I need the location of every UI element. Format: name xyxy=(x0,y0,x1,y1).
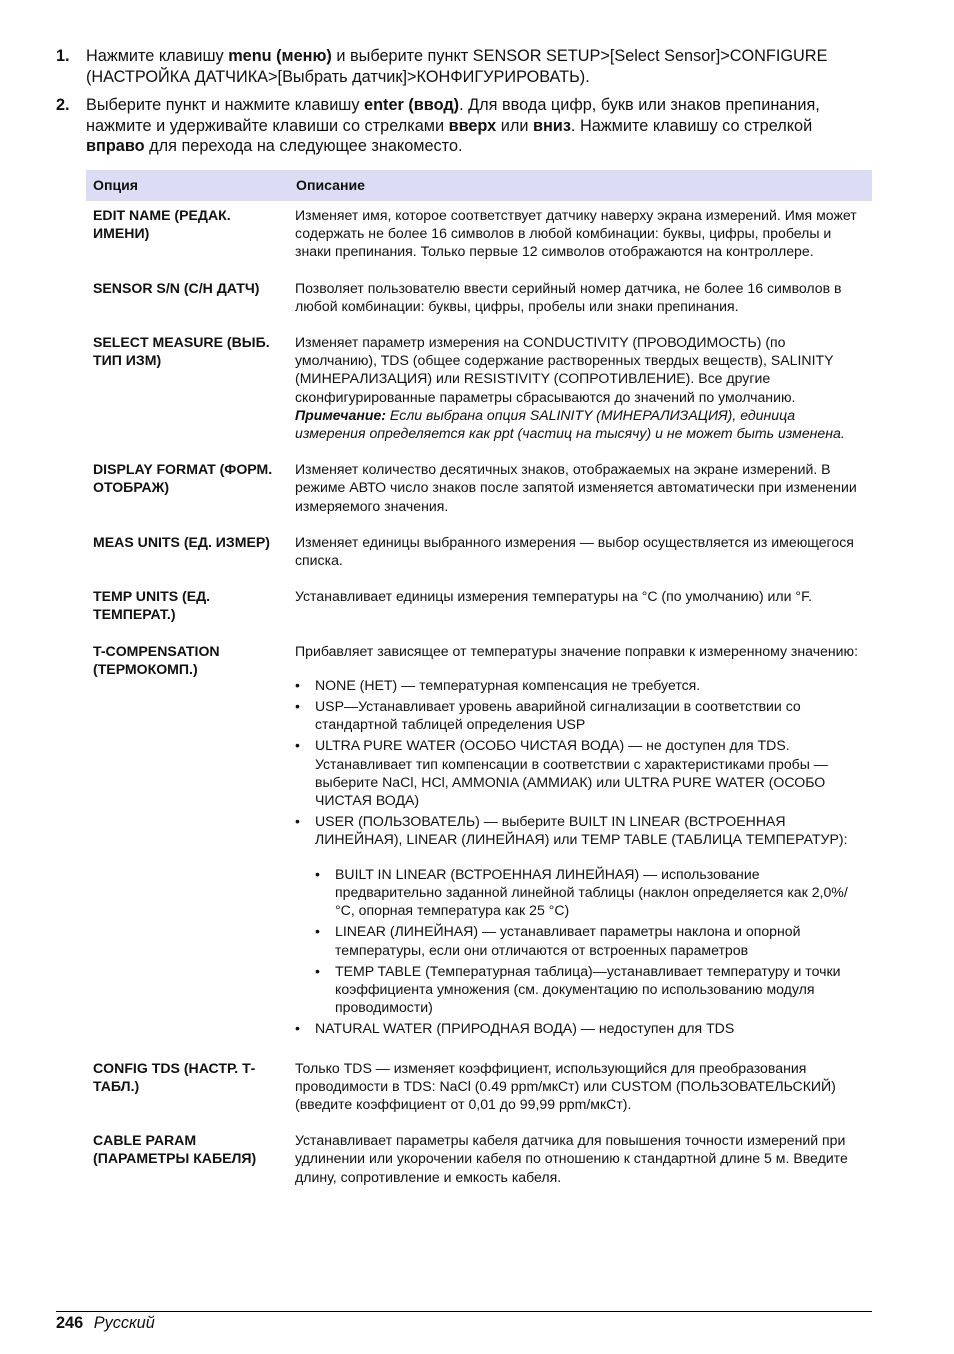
header-option: Опция xyxy=(86,170,289,201)
step-text: для перехода на следующее знакоместо. xyxy=(144,137,463,156)
table-row xyxy=(86,328,872,455)
option-cell: T-COMPENSATION (ТЕРМОКОМП.) xyxy=(93,642,220,677)
footer-divider xyxy=(56,1311,872,1312)
list-item: • NATURAL WATER (ПРИРОДНАЯ ВОДА) — недоступен для TDS xyxy=(295,1019,865,1037)
step-text: Выберите пункт и нажмите клавишу xyxy=(86,96,365,115)
step-text: . Для ввода цифр, букв или знаков препинания, нажмите и удерживайте клавиши со стрелками xyxy=(86,96,820,135)
option-cell: CONFIG TDS (НАСТР. Т-ТАБЛ.) xyxy=(93,1059,256,1094)
description-cell: Изменяет количество десятичных знаков, отображаемых на экране измерений. В режиме АВТО число знаков после запятой изменяется автоматически при изменении измеряемого значения. xyxy=(295,461,857,514)
note-label: Примечание: xyxy=(295,406,386,423)
table-row xyxy=(86,274,872,328)
page-footer xyxy=(56,1313,155,1333)
note xyxy=(295,406,865,442)
list-item xyxy=(295,812,865,1016)
step-1 xyxy=(56,46,866,87)
description-cell: Позволяет пользователю ввести серийный номер датчика, не более 16 символов в любой комбинации: буквы, цифры, пробелы или знаки препинания. xyxy=(295,279,842,314)
option-cell: MEAS UNITS (ЕД. ИЗМЕР) xyxy=(93,533,270,550)
step-text: или xyxy=(496,116,533,135)
key-name: вправо xyxy=(86,137,145,156)
option-cell: SENSOR S/N (С/Н ДАТЧ) xyxy=(93,279,260,296)
options-table xyxy=(86,170,872,1199)
footer-language: Русский xyxy=(93,1314,155,1332)
table-row xyxy=(86,1054,872,1127)
table-row xyxy=(86,637,872,1054)
list-item: • LINEAR (ЛИНЕЙНАЯ) — устанавливает параметры наклона и опорной температуры, если они отличаются от встроенных параметров xyxy=(315,922,865,958)
step-text: Нажмите клавишу xyxy=(86,47,229,65)
step-number: 2. xyxy=(56,96,70,115)
description-cell xyxy=(289,328,872,455)
user-sublist xyxy=(315,865,865,1017)
key-name: enter (ввод) xyxy=(364,96,460,115)
list-item-text: USER (ПОЛЬЗОВАТЕЛЬ) — выберите BUILT IN LINEAR (ВСТРОЕННАЯ ЛИНЕЙНАЯ), LINEAR (ЛИНЕЙНАЯ) или TEMP TABLE (ТАБЛИЦА ТЕМПЕРАТУР): xyxy=(315,813,848,848)
instruction-steps xyxy=(56,46,866,165)
option-cell: EDIT NAME (РЕДАК. ИМЕНИ) xyxy=(93,207,231,242)
compensation-list xyxy=(295,676,865,1038)
key-name: вниз xyxy=(532,116,571,135)
description-cell: Изменяет имя, которое соответствует датчику наверху экрана измерений. Имя может содержать не более 16 символов в любой комбинации: буквы, цифры, пробелы и знаки препинания. Только первые 12 символов отображаются на контроллере. xyxy=(295,207,857,260)
note-text: Если выбрана опция SALINITY (МИНЕРАЛИЗАЦИЯ), единица измерения определяется как ppt (частиц на тысячу) и не может быть изменена. xyxy=(295,406,845,442)
key-name: вверх xyxy=(448,116,497,135)
description-cell: Устанавливает единицы измерения температуры на °C (по умолчанию) или °F. xyxy=(295,588,813,605)
table-row xyxy=(86,582,872,636)
list-item: • TEMP TABLE (Температурная таблица)—устанавливает температуру и точки коэффициента умножения (см. документацию по использованию модуля проводимости) xyxy=(315,962,865,1017)
description-cell xyxy=(289,637,872,1054)
table-header-row xyxy=(86,170,872,201)
description-cell: Устанавливает параметры кабеля датчика для повышения точности измерений при удлинении или укорочении кабеля по отношению к стандартной длине 5 м. Введите длину, сопротивление и емкость кабеля. xyxy=(295,1132,848,1185)
description-cell: Изменяет единицы выбранного измерения — выбор осуществляется из имеющегося списка. xyxy=(295,533,854,569)
step-2 xyxy=(56,95,866,157)
description-text: Прибавляет зависящее от температуры значение поправки к измеренному значению: xyxy=(295,642,859,659)
option-cell: DISPLAY FORMAT (ФОРМ. ОТОБРАЖ) xyxy=(93,461,273,496)
list-item: • BUILT IN LINEAR (ВСТРОЕННАЯ ЛИНЕЙНАЯ) — использование предварительно заданной линейной таблицы (наклон определяется как 2,0%/°C, опорная температура как 25 °C) xyxy=(315,865,865,920)
table-row xyxy=(86,528,872,582)
list-item: • ULTRA PURE WATER (ОСОБО ЧИСТАЯ ВОДА) — не доступен для TDS. Устанавливает тип компенсации в соответствии с характеристиками пробы — выберите NaCl, HCl, AMMONIA (АММИАК) или ULTRA PURE WATER (ОСОБО ЧИСТАЯ ВОДА) xyxy=(295,736,865,809)
option-cell: CABLE PARAM (ПАРАМЕТРЫ КАБЕЛЯ) xyxy=(93,1132,257,1167)
page-number: 246 xyxy=(56,1314,84,1332)
table-row xyxy=(86,1126,872,1199)
description-cell: Только TDS — изменяет коэффициент, использующийся для преобразования проводимости в TDS: NaCl (0.49 ppm/мкСт) или CUSTOM (ПОЛЬЗОВАТЕЛЬСКИЙ) (введите коэффициент от 0,01 до 99,99 ppm/мкСт). xyxy=(295,1059,836,1112)
description-text: Изменяет параметр измерения на CONDUCTIVITY (ПРОВОДИМОСТЬ) (по умолчанию), TDS (общее содержание растворенных твердых веществ), SALINITY (МИНЕРАЛИЗАЦИЯ) или RESISTIVITY (СОПРОТИВЛЕНИЕ). Все другие сконфигурированные параметры сбрасываются до значений по умолчанию. xyxy=(295,334,834,405)
step-number: 1. xyxy=(56,47,70,65)
option-cell: SELECT MEASURE (ВЫБ. ТИП ИЗМ) xyxy=(93,334,270,369)
key-name: menu (меню) xyxy=(228,47,332,65)
step-text: и выберите пункт SENSOR SETUP>[Select Sensor]>CONFIGURE (НАСТРОЙКА ДАТЧИКА>[Выбрать датчик]>КОНФИГУРИРОВАТЬ). xyxy=(86,47,828,86)
list-item: • NONE (НЕТ) — температурная компенсация не требуется. xyxy=(295,676,865,694)
table-row xyxy=(86,201,872,274)
table-row xyxy=(86,455,872,528)
step-text: . Нажмите клавишу со стрелкой xyxy=(570,116,813,135)
header-description: Описание xyxy=(289,170,872,201)
list-item: • USP—Устанавливает уровень аварийной сигнализации в соответствии со стандартной таблицей определения USP xyxy=(295,697,865,733)
option-cell: TEMP UNITS (ЕД. ТЕМПЕРАТ.) xyxy=(93,588,211,623)
